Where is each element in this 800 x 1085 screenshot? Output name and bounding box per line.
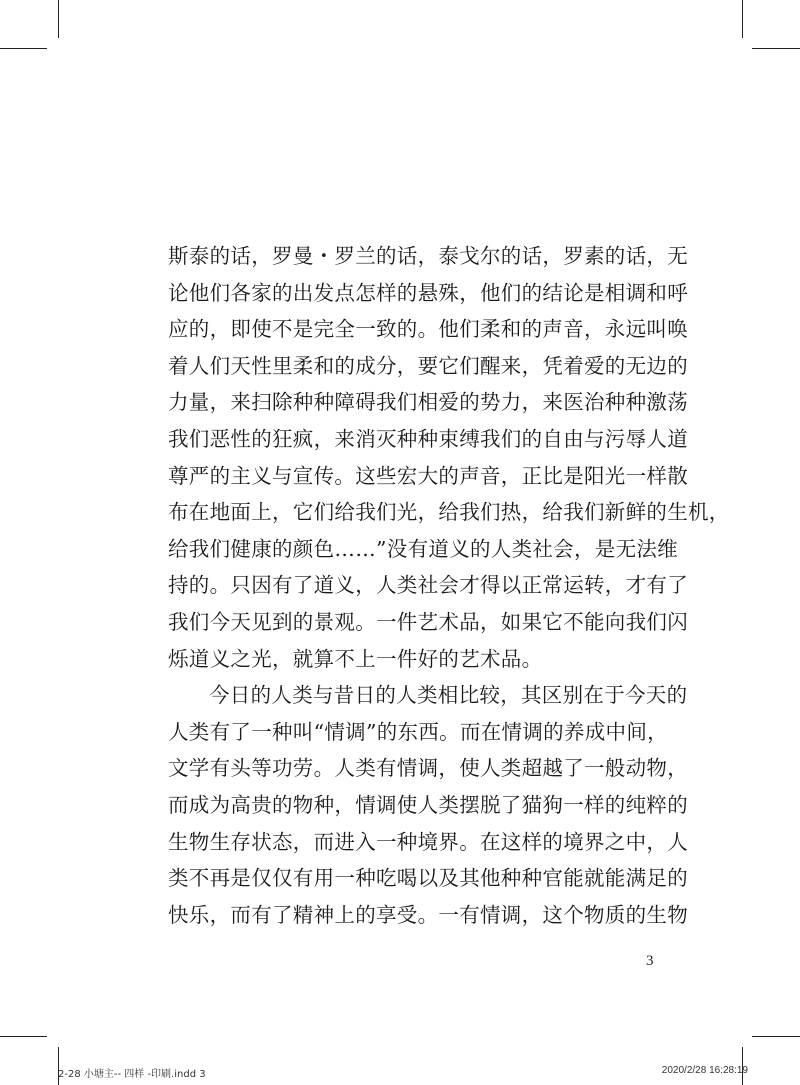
text-line: 而成为高贵的物种，情调使人类摆脱了猫狗一样的纯粹的	[168, 792, 688, 817]
crop-mark-bottom-left-h	[0, 1036, 47, 1037]
crop-mark-top-left-h	[0, 48, 47, 49]
text-line: 快乐，而有了精神上的享受。一有情调，这个物质的生物	[168, 902, 688, 927]
text-line: 烁道义之光，就算不上一件好的艺术品。	[168, 646, 543, 671]
text-line: 着人们天性里柔和的成分，要它们醒来，凭着爱的无边的	[168, 353, 688, 378]
text-line: 应的，即使不是完全一致的。他们柔和的声音，永远叫唤	[168, 317, 688, 342]
text-line: 斯泰的话，罗曼・罗兰的话，泰戈尔的话，罗素的话，无	[168, 244, 688, 268]
crop-mark-top-left-v	[58, 0, 59, 38]
crop-mark-bottom-right-h	[752, 1036, 800, 1037]
body-text	[168, 238, 730, 933]
paragraph-start-line: 今日的人类与昔日的人类相比较，其区别在于今天的	[209, 683, 688, 708]
crop-mark-top-right-h	[752, 48, 800, 49]
text-line: 布在地面上，它们给我们光，给我们热，给我们新鲜的生机，	[168, 500, 730, 525]
text-line: 论他们各家的出发点怎样的悬殊，他们的结论是相调和呼	[168, 280, 688, 305]
text-line: 文学有头等功劳。人类有情调，使人类超越了一般动物，	[168, 756, 688, 781]
text-line: 我们今天见到的景观。一件艺术品，如果它不能向我们闪	[168, 609, 688, 634]
text-line: 人类有了一种叫“情调”的东西。而在情调的养成中间，	[168, 719, 668, 744]
crop-mark-top-right-v	[742, 0, 743, 38]
text-line: 生物生存状态，而进入一种境界。在这样的境界之中，人	[168, 829, 688, 854]
text-line: 类不再是仅仅有用一种吃喝以及其他种种官能就能满足的	[168, 866, 688, 891]
text-line: 力量，来扫除种种障碍我们相爱的势力，来医治种种激荡	[168, 390, 688, 415]
text-line: 持的。只因有了道义，人类社会才得以正常运转，才有了	[168, 573, 688, 598]
text-line: 尊严的主义与宣传。这些宏大的声音，正比是阳光一样散	[168, 463, 688, 488]
print-slug-filename: 2-28 小塘主-- 四样 -印刷.indd 3	[58, 1069, 206, 1080]
print-slug-timestamp: 2020/2/28 16:28:19	[661, 1065, 748, 1076]
text-line: 我们恶性的狂疯，来消灭种种束缚我们的自由与污辱人道	[168, 426, 688, 451]
text-line: 给我们健康的颜色……”没有道义的人类社会，是无法维	[168, 536, 678, 561]
page-number: 3	[646, 953, 654, 969]
